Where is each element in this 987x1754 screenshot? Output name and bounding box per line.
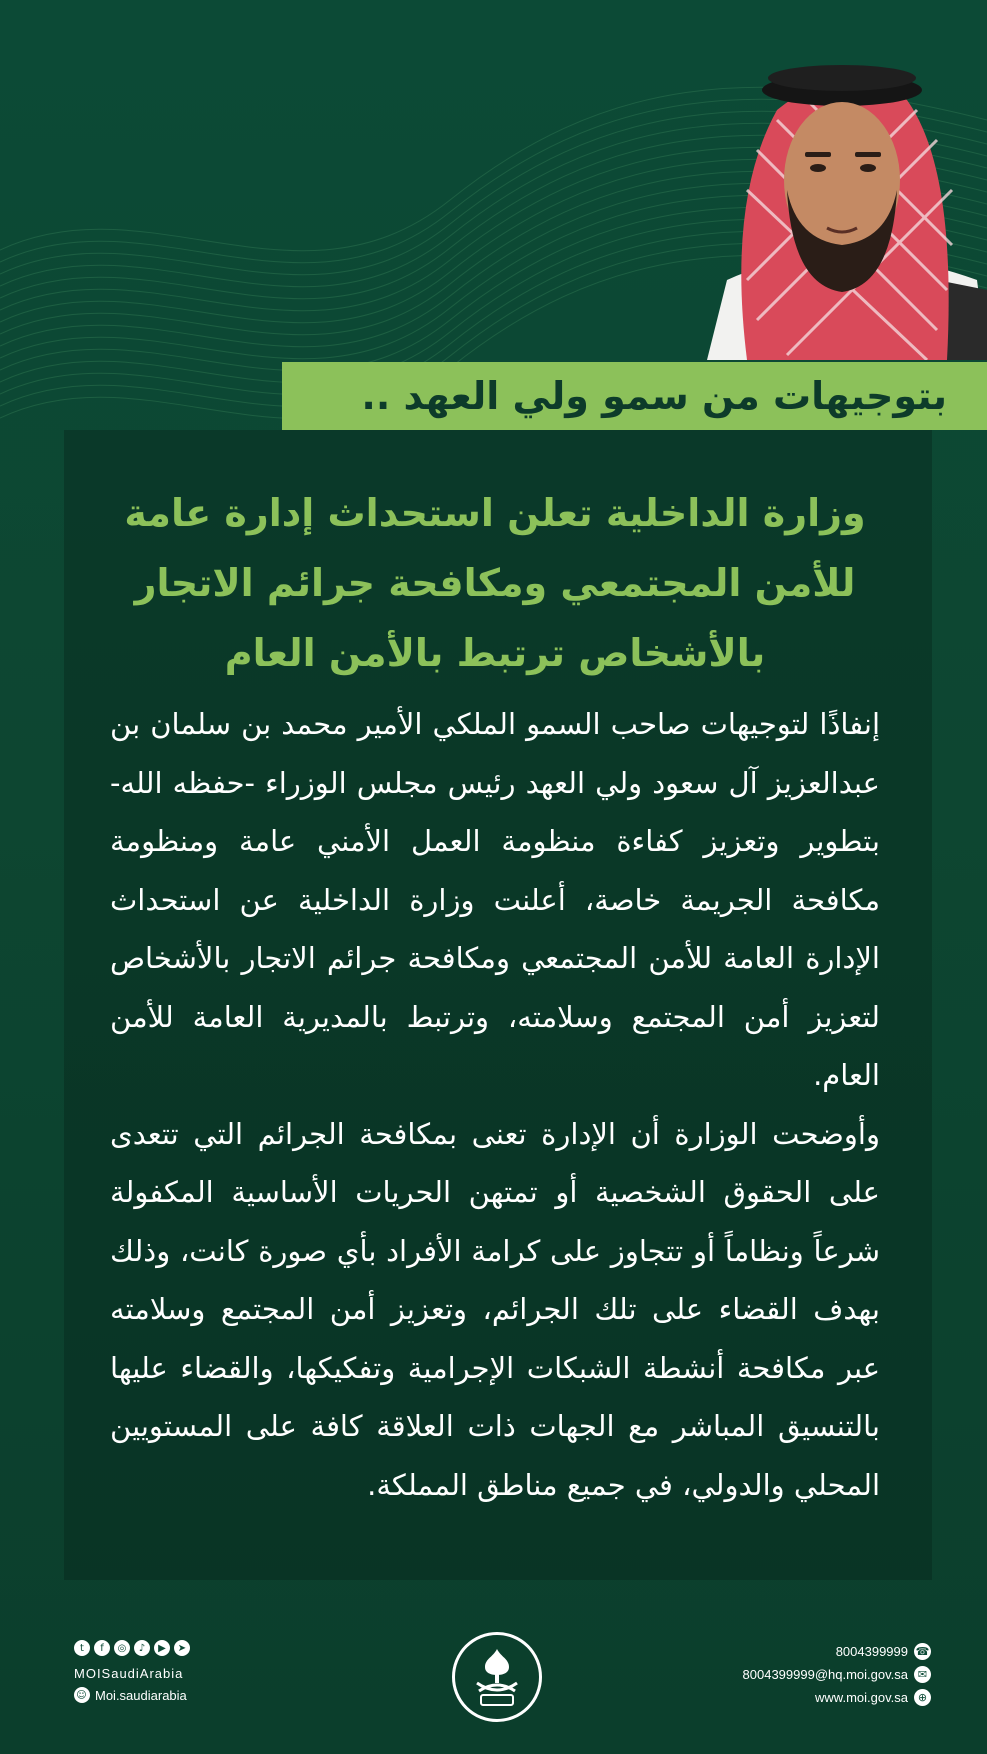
headline-line: بالأشخاص ترتبط بالأمن العام	[224, 631, 766, 675]
website-row[interactable]	[671, 1686, 931, 1709]
social-block	[74, 1640, 334, 1706]
snapchat-icon: ☺	[74, 1687, 90, 1703]
twitter-icon[interactable]: t	[74, 1640, 90, 1656]
snapchat-row[interactable]	[74, 1684, 334, 1706]
contact-block	[671, 1640, 931, 1709]
phone-icon: ☎	[915, 1645, 930, 1658]
instagram-icon[interactable]: ◎	[114, 1640, 130, 1656]
portrait-photo	[687, 30, 987, 360]
headline-line: وزارة الداخلية تعلن استحداث إدارة عامة	[124, 491, 866, 535]
globe-icon: ⊕	[914, 1689, 931, 1706]
body-paragraph: إنفاذًا لتوجيهات صاحب السمو الملكي الأمير محمد بن سلمان بن عبدالعزيز آل سعود ولي العهد رئيس مجلس الوزراء -حفظه الله- بتطوير وتعزيز كفاءة منظومة العمل الأمني عامة ومنظومة مكافحة الجريمة خاصة، أعلنت وزارة الداخلية عن استحداث الإدارة العامة للأمن المجتمعي ومكافحة جرائم الاتجار بالأشخاص لتعزيز أمن المجتمع وسلامته، وترتبط بالمديرية العامة للأمن العام.	[110, 707, 880, 1092]
phone-row[interactable]	[671, 1640, 931, 1663]
youtube-icon[interactable]: ▶	[154, 1640, 170, 1656]
telegram-icon[interactable]: ➤	[174, 1640, 190, 1656]
email-address: 8004399999@hq.moi.gov.sa	[742, 1667, 908, 1682]
website-url: www.moi.gov.sa	[815, 1690, 908, 1705]
email-icon: ✉	[914, 1666, 931, 1683]
ministry-emblem	[452, 1632, 542, 1722]
headline-line: للأمن المجتمعي ومكافحة جرائم الاتجار	[134, 561, 856, 605]
tiktok-icon[interactable]: ♪	[134, 1640, 150, 1656]
body-paragraph: وأوضحت الوزارة أن الإدارة تعنى بمكافحة الجرائم التي تتعدى على الحقوق الشخصية أو تمتهن الحريات الأساسية المكفولة شرعاً ونظاماً أو تتجاوز على كرامة الأفراد بأي صورة كانت، وذلك بهدف القضاء على تلك الجرائم، وتعزيز أمن المجتمع وسلامته عبر مكافحة أنشطة الشبكات الإجرامية وتفكيكها، والقضاء عليها بالتنسيق المباشر مع الجهات ذات العلاقة كافة على المستويين المحلي والدولي، في جميع مناطق المملكة.	[110, 1116, 880, 1502]
article-body	[110, 695, 880, 1514]
facebook-icon[interactable]: f	[94, 1640, 110, 1656]
phone-number: 8004399999	[835, 1644, 908, 1659]
header-banner	[282, 362, 987, 430]
banner-title: بتوجيهات من سمو ولي العهد ..	[361, 374, 947, 418]
headline	[100, 478, 890, 688]
email-row[interactable]	[671, 1663, 931, 1686]
social-handle[interactable]: MOISaudiArabia	[74, 1665, 184, 1681]
snapchat-handle: Moi.saudiarabia	[95, 1687, 187, 1703]
social-icons	[74, 1640, 334, 1656]
